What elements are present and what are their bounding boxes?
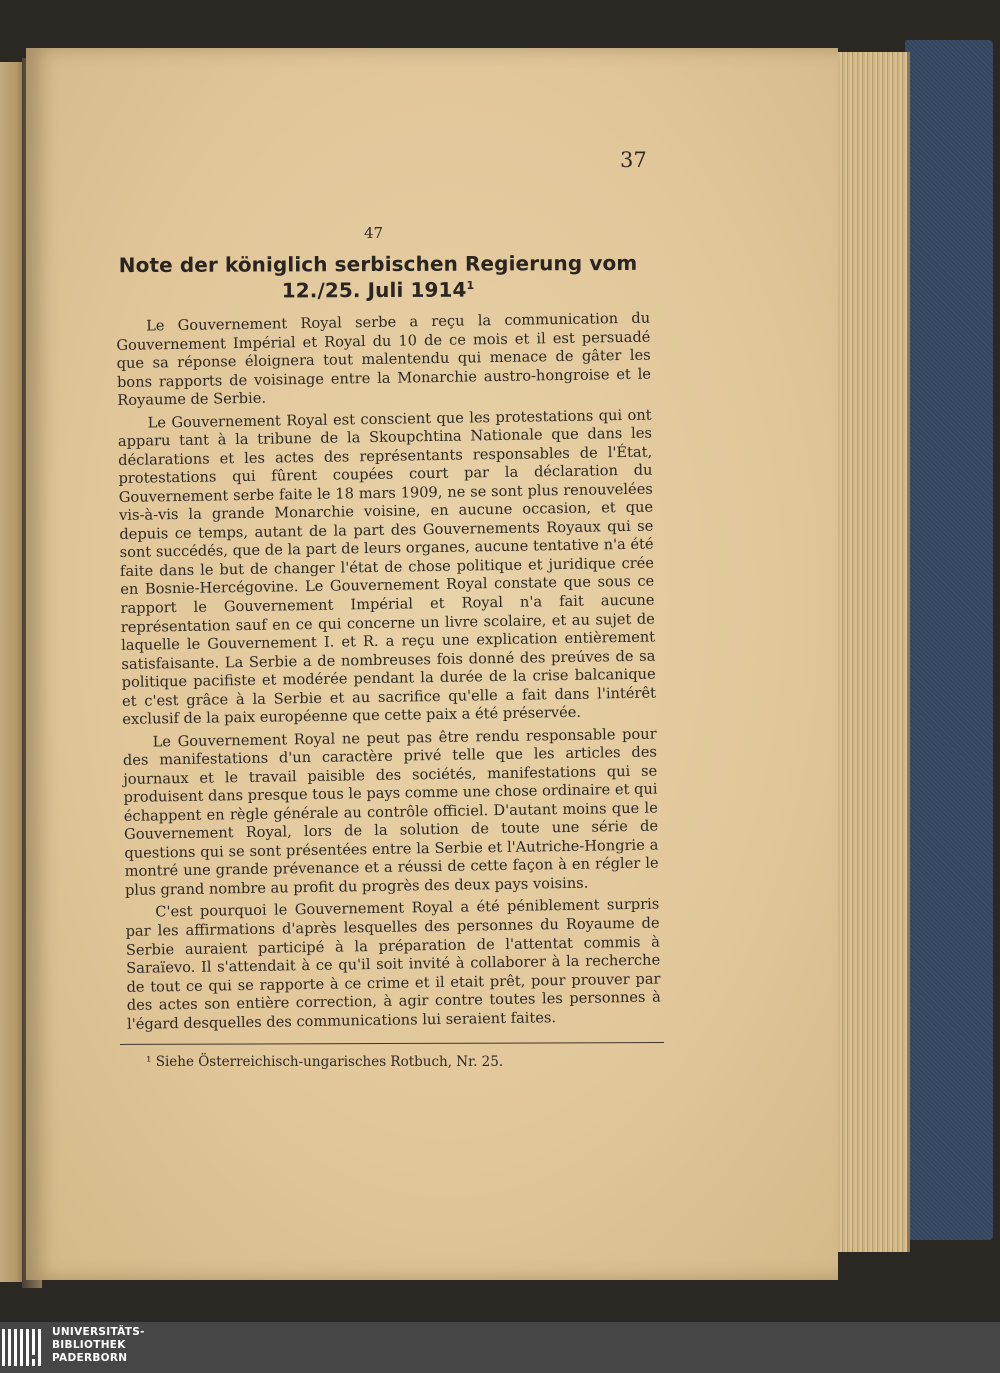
page-number: 37 [620, 148, 647, 172]
library-logo-icon [2, 1329, 42, 1366]
heading-line-1: Note der königlich serbischen Regierung vom [118, 250, 638, 278]
paragraph-3: Le Gouvernement Royal ne peut pas être rendu responsable pour des manifestations d'un caractère privé telle que les articles des journaux et le travail paisible des sociétés, manifestations qui se produisent dans presque tous le pays comme une chose ordinaire et qui échappent en règle générale au contrôle officiel. D'autant moins que le Gouvernement Royal, lors de la solution de toute une série de questions qui se sont présentées entre la Serbie et l'Autriche-Hongrie a montré une grande prévenance et a réussi de cette façon à en régler le plus grand nombre au profit du progrès des deux pays voisins. [122, 725, 659, 899]
paragraph-4: C'est pourquoi le Gouvernement Royal a été péniblement surpris par les affirmations d'après lesquelles des personnes du Royaume de Serbie auraient participé à la préparation de l'attentat commis à Saraïevo. Il s'attendait à ce qu'il soit invité à collaborer à la recherche de tout ce qui se rapporte à ce crime et il etait prêt, pour prouver par des actes son entière correction, à agir contre toutes les personnes à l'égard desquelles des communications lui seraient faites. [125, 896, 661, 1033]
heading-date: 12./25. Juli 1914 [281, 277, 467, 303]
footnote-marker: 1 [466, 278, 475, 292]
logo-line-1: UNIVERSITÄTS- [52, 1326, 145, 1338]
logo-line-3: PADERBORN [52, 1352, 128, 1364]
library-logo-text [52, 1326, 145, 1365]
logo-line-2: BIBLIOTHEK [52, 1339, 126, 1351]
paragraph-1: Le Gouvernement Royal serbe a reçu la communication du Gouvernement Impérial et Royal du 10 de ce mois et il est persuadé que sa réponse éloignera tout malentendu qui menace de gâter les bons rapports de voisinage entre la Monarchie austro-hongroise et le Royaume de Serbie. [116, 309, 652, 410]
body-text [116, 310, 661, 1038]
footnote: ¹ Siehe Österreichisch-ungarisches Rotbuch, Nr. 25. [146, 1054, 504, 1070]
document-number: 47 [364, 224, 384, 242]
heading-line-2 [48, 277, 708, 304]
library-footer-bar [0, 1322, 1000, 1373]
footnote-divider [120, 1042, 664, 1045]
book-cover-edge [905, 40, 993, 1240]
paragraph-2: Le Gouvernement Royal est conscient que les protestations qui ont apparu tant à la tribune de la Skoupchtina Nationale que dans les déclarations et les actes des représentants responsables de l'État, protestations qui fûrent coupées court par la déclaration du Gouvernement serbe faite le 18 mars 1909, ne se sont plus renouvelées vis-à-vis la grande Monarchie voisine, en aucune occasion, et que depuis ce temps, autant de la part des Gouvernements Royaux qui se sont succédés, que de la part de leurs organes, aucune tentative n'a été faite dans le but de changer l'état de chose politique et juridique crée en Bosnie-Hercégovine. Le Gouvernement Royal constate que sous ce rapport le Gouvernement Impérial et Royal n'a fait aucune représentation sauf en ce qui concerne un livre scolaire, et au sujet de laquelle le Gouvernement I. et R. a reçu une explication entièrement satisfaisante. La Serbie a de nombreuses fois donné des preúves de sa politique pacifiste et modérée pendant la durée de la crise balcanique et c'est grâce à la Serbie et au sacrifice qu'elle a fait dans l'intérêt exclusif de la paix européenne que cette paix a été préservée. [117, 406, 657, 729]
book-page [26, 48, 838, 1280]
